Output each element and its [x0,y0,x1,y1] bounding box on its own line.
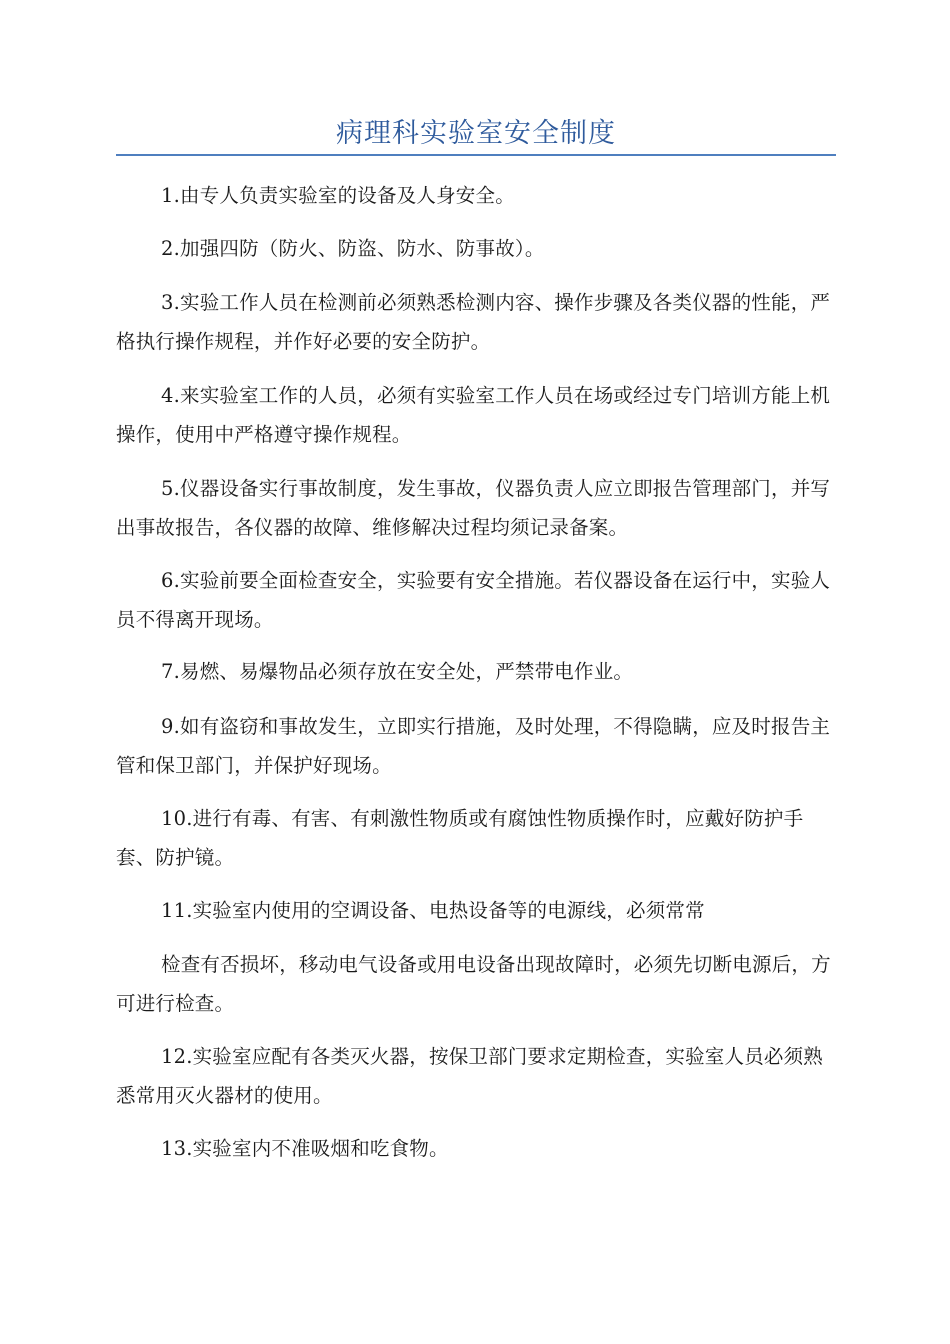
title-underline [116,154,836,156]
paragraph-4: 4.来实验室工作的人员，必须有实验室工作人员在场或经过专门培训方能上机操作，使用中严格遵守操作规程。 [116,384,831,446]
paragraph-12: 12.实验室应配有各类灭火器，按保卫部门要求定期检查，实验室人员必须熟悉常用灭火器材的使用。 [116,1045,824,1107]
paragraph-13: 13.实验室内不准吸烟和吃食物。 [161,1137,449,1160]
paragraph-3: 3.实验工作人员在检测前必须熟悉检测内容、操作步骤及各类仪器的性能，严格执行操作规程，并作好必要的安全防护。 [116,291,831,353]
document-page [116,0,836,1344]
paragraph-2: 2.加强四防（防火、防盗、防水、防事故）。 [161,237,545,260]
paragraph-7: 7.易燃、易爆物品必须存放在安全处，严禁带电作业。 [161,660,634,683]
paragraph-1: 1.由专人负责实验室的设备及人身安全。 [161,184,515,207]
paragraph-10: 10.进行有毒、有害、有刺激性物质或有腐蚀性物质操作时，应戴好防护手套、防护镜。 [116,807,804,869]
paragraph-11-continued: 检查有否损坏，移动电气设备或用电设备出现故障时，必须先切断电源后，方可进行检查。 [116,953,831,1015]
paragraph-6: 6.实验前要全面检查安全，实验要有安全措施。若仪器设备在运行中，实验人员不得离开现场。 [116,569,831,631]
paragraph-9: 9.如有盗窃和事故发生，立即实行措施，及时处理，不得隐瞒，应及时报告主管和保卫部门，并保护好现场。 [116,715,831,777]
document-title: 病理科实验室安全制度 [336,118,616,149]
paragraph-11: 11.实验室内使用的空调设备、电热设备等的电源线，必须常常 [161,899,705,922]
paragraph-5: 5.仪器设备实行事故制度，发生事故，仪器负责人应立即报告管理部门，并写出事故报告，各仪器的故障、维修解决过程均须记录备案。 [116,477,831,539]
